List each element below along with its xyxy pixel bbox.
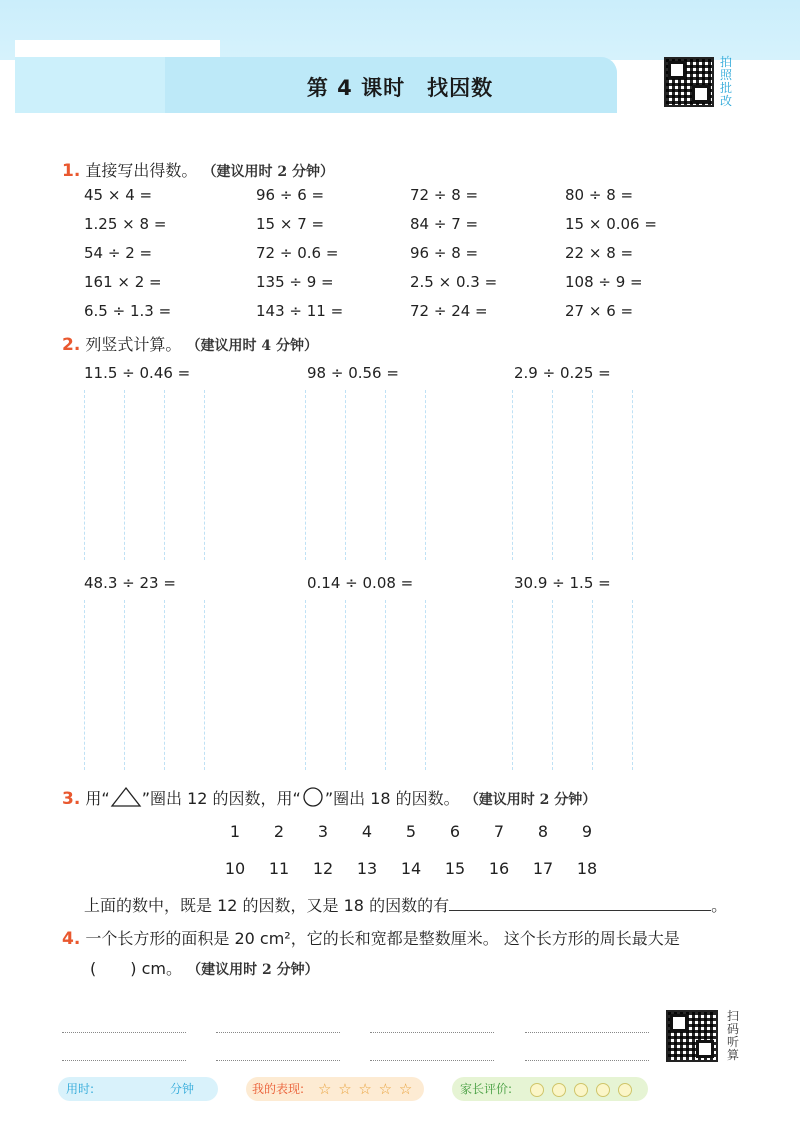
paren-close: ) [130,959,137,978]
statement-end: 。 [711,896,728,915]
number-cell[interactable]: 8 [537,822,549,841]
time-used-pill [58,1077,218,1101]
number-cell[interactable]: 12 [312,859,334,878]
work-area-line [84,600,85,770]
work-area-line [592,600,593,770]
qr-code-icon[interactable] [664,57,714,107]
smiley-rating[interactable] [522,1077,632,1101]
question-number: 3. [62,789,81,809]
number-cell[interactable]: 11 [268,859,290,878]
vertical-calc-item: 2.9 ÷ 0.25 = [514,364,611,382]
statement-text: 上面的数中，既是 12 的因数，又是 18 的因数的有 [84,896,450,915]
work-area-line [204,390,205,560]
work-area-line [552,390,553,560]
page-title: 第 4 课时 找因数 [306,76,494,100]
work-area-line [425,600,426,770]
vertical-calc-item: 0.14 ÷ 0.08 = [307,574,414,592]
calc-item: 72 ÷ 24 = [410,302,488,320]
my-performance-pill [246,1077,424,1101]
work-area-line [425,390,426,560]
time-unit: 分钟 [170,1082,195,1096]
number-cell[interactable]: 17 [532,859,554,878]
scratch-line [216,1060,340,1061]
time-hint: （建议用时 2 分钟） [187,962,319,978]
number-cell[interactable]: 5 [405,822,417,841]
scratch-line [216,1032,340,1033]
work-area-line [124,600,125,770]
time-hint: （建议用时 2 分钟） [464,792,597,808]
scratch-line [370,1060,494,1061]
vertical-calc-item: 98 ÷ 0.56 = [307,364,399,382]
question-number: 4. [62,929,81,949]
circle-icon [301,786,325,808]
number-cell[interactable]: 7 [493,822,505,841]
smiley-icon[interactable] [530,1083,544,1097]
work-area-line [632,390,633,560]
work-area-line [124,390,125,560]
answer-blank[interactable] [449,910,711,911]
work-area-line [345,390,346,560]
question-text: 直接写出得数。 [85,161,198,180]
number-cell[interactable]: 2 [273,822,285,841]
number-cell[interactable]: 10 [224,859,246,878]
calc-item: 80 ÷ 8 = [565,186,634,204]
number-cell[interactable]: 18 [576,859,598,878]
number-cell[interactable]: 4 [361,822,373,841]
calc-item: 22 × 8 = [565,244,634,262]
question-text: ”圈出 18 的因数。 [324,789,460,808]
calc-item: 45 × 4 = [84,186,153,204]
calc-item: 72 ÷ 8 = [410,186,479,204]
question-1-heading [62,158,334,181]
calc-item: 1.25 × 8 = [84,215,167,233]
calc-item: 108 ÷ 9 = [565,273,643,291]
qr-label-listen: 扫码听算 [726,1009,739,1062]
scratch-line [62,1060,186,1061]
question-2-heading [62,332,318,355]
number-cell[interactable]: 6 [449,822,461,841]
qr-label-photo-grade: 拍照批改 [719,55,732,108]
work-area-line [305,390,306,560]
number-cell[interactable]: 1 [229,822,241,841]
calc-item: 54 ÷ 2 = [84,244,153,262]
triangle-icon [110,786,142,808]
parent-review-pill [452,1077,648,1101]
smiley-icon[interactable] [596,1083,610,1097]
vertical-calc-item: 30.9 ÷ 1.5 = [514,574,611,592]
work-area-line [164,600,165,770]
question-text: ”圈出 12 的因数，用“ [141,789,301,808]
calc-item: 84 ÷ 7 = [410,215,479,233]
number-cell[interactable]: 9 [581,822,593,841]
question-3-heading [62,786,596,809]
work-area-line [345,600,346,770]
question-text: 用“ [85,789,110,808]
work-area-line [512,390,513,560]
smiley-icon[interactable] [618,1083,632,1097]
paren-open: ( [90,959,97,978]
calc-item: 15 × 0.06 = [565,215,657,233]
calc-item: 143 ÷ 11 = [256,302,344,320]
qr-code-icon[interactable] [666,1010,718,1062]
work-area-line [204,600,205,770]
number-cell[interactable]: 16 [488,859,510,878]
question-4-line-2 [90,956,319,979]
question-text: 列竖式计算。 [85,335,182,354]
calc-item: 2.5 × 0.3 = [410,273,498,291]
scratch-line [525,1032,649,1033]
calc-item: 27 × 6 = [565,302,634,320]
calc-item: 161 × 2 = [84,273,162,291]
vertical-calc-item: 48.3 ÷ 23 = [84,574,176,592]
performance-label: 我的表现: [252,1082,305,1096]
calc-item: 72 ÷ 0.6 = [256,244,339,262]
question-number: 1. [62,161,81,181]
calc-item: 96 ÷ 6 = [256,186,325,204]
work-area-line [552,600,553,770]
smiley-icon[interactable] [552,1083,566,1097]
scratch-line [62,1032,186,1033]
work-area-line [385,390,386,560]
time-hint: （建议用时 4 分钟） [186,338,318,354]
question-text: 一个长方形的面积是 20 cm²，它的长和宽都是整数厘米。 这个长方形的周长最大是 [85,929,680,948]
work-area-line [512,600,513,770]
number-cell[interactable]: 14 [400,859,422,878]
work-area-line [305,600,306,770]
work-area-line [385,600,386,770]
time-label: 用时: [66,1082,95,1096]
common-factor-statement [84,893,727,916]
star-rating-icons[interactable]: ☆ ☆ ☆ ☆ ☆ [318,1080,414,1098]
smiley-icon[interactable] [574,1083,588,1097]
work-area-line [84,390,85,560]
unit-text: cm。 [141,959,182,978]
calc-item: 15 × 7 = [256,215,325,233]
vertical-calc-item: 11.5 ÷ 0.46 = [84,364,191,382]
scratch-line [370,1032,494,1033]
work-area-line [632,600,633,770]
time-hint: （建议用时 2 分钟） [202,164,334,180]
work-area-line [592,390,593,560]
question-number: 2. [62,335,81,355]
number-cell[interactable]: 3 [317,822,329,841]
question-4-line-1 [62,926,680,949]
parent-label: 家长评价: [460,1082,513,1096]
number-cell[interactable]: 15 [444,859,466,878]
calc-item: 135 ÷ 9 = [256,273,334,291]
calc-item: 96 ÷ 8 = [410,244,479,262]
calc-item: 6.5 ÷ 1.3 = [84,302,172,320]
work-area-line [164,390,165,560]
number-cell[interactable]: 13 [356,859,378,878]
scratch-line [525,1060,649,1061]
